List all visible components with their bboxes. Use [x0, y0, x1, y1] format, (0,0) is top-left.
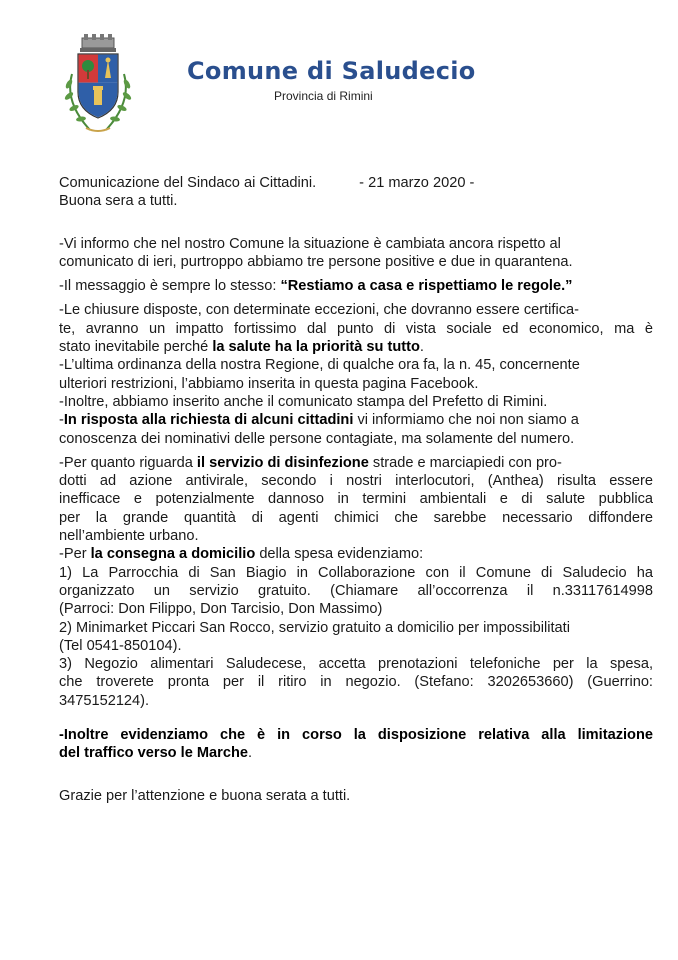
paragraph-line: dotti ad azione antivirale, secondo i nostri interlocutori, (Anthea) risulta essere [59, 473, 653, 490]
paragraph-line: -L’ultima ordinanza della nostra Regione, di qualche ora fa, la n. 45, concernente [59, 357, 580, 374]
closing-line: Grazie per l’attenzione e buona serata a tutti. [59, 787, 351, 804]
paragraph-line: inefficace e potenzialmente dannoso in termini ambientali e di salute pubblica [59, 491, 653, 508]
paragraph-line: -Vi informo che nel nostro Comune la situazione è cambiata ancora rispetto al [59, 235, 561, 252]
paragraph-line: -Inoltre, abbiamo inserito anche il comunicato stampa del Prefetto di Rimini. [59, 393, 548, 410]
paragraph-line: -In risposta alla richiesta di alcuni cittadini vi informiamo che noi non siamo a [59, 412, 579, 429]
greeting: Buona sera a tutti. [59, 193, 178, 210]
municipal-crest-icon [56, 34, 140, 138]
list-item: 1) La Parrocchia di San Biagio in Collaborazione con il Comune di Saludecio ha [59, 564, 653, 581]
heading-line [59, 174, 653, 192]
paragraph-line: per la grande quantità di agenti chimici che sarebbe necessario diffondere [59, 509, 653, 526]
paragraph-line: -Inoltre evidenziamo che è in corso la disposizione relativa alla limitazione [59, 727, 653, 744]
paragraph-line: -Le chiusure disposte, con determinate eccezioni, che dovranno essere certifica- [59, 302, 579, 319]
list-item: 3475152124). [59, 692, 150, 709]
list-item: organizzato un servizio gratuito. (Chiamare all’occorrenza il n.33117614998 [59, 582, 653, 599]
province-subtitle: Provincia di Rimini [274, 89, 373, 103]
paragraph-line: -Il messaggio è sempre lo stesso: “Restiamo a casa e rispettiamo le regole.” [59, 278, 573, 295]
paragraph-line: -Per quanto riguarda il servizio di disinfezione strade e marciapiedi con pro- [59, 454, 562, 471]
paragraph-line: del traffico verso le Marche. [59, 745, 253, 762]
municipality-title: Comune di Saludecio [187, 57, 476, 85]
list-item: (Parroci: Don Filippo, Don Tarcisio, Don Massimo) [59, 601, 383, 618]
paragraph-line: comunicato di ieri, purtroppo abbiamo tre persone positive e due in quarantena. [59, 253, 573, 270]
announcement-date: - 21 marzo 2020 - [359, 175, 475, 191]
announcement-body [59, 174, 653, 805]
list-item: (Tel 0541-850104). [59, 637, 182, 654]
list-item: 2) Minimarket Piccari San Rocco, servizio gratuito a domicilio per impossibilitati [59, 619, 570, 636]
paragraph-line: nell’ambiente urbano. [59, 528, 199, 545]
list-item: che troverete pronta per il ritiro in negozio. (Stefano: 3202653660) (Guerrino: [59, 674, 653, 691]
paragraph-line: conoscenza dei nominativi delle persone contagiate, ma solamente del numero. [59, 430, 575, 447]
paragraph-line: -Per la consegna a domicilio della spesa evidenziamo: [59, 546, 424, 563]
paragraph-line: stato inevitabile perché la salute ha la priorità su tutto. [59, 339, 424, 356]
paragraph-line: ulteriori restrizioni, l’abbiamo inserita in questa pagina Facebook. [59, 375, 479, 392]
list-item: 3) Negozio alimentari Saludecese, accetta prenotazioni telefoniche per la spesa, [59, 656, 653, 673]
announcement-heading: Comunicazione del Sindaco ai Cittadini. [59, 175, 317, 191]
key-message: “Restiamo a casa e rispettiamo le regole.” [280, 278, 573, 295]
paragraph-line: te, avranno un impatto fortissimo dal punto di vista sociale ed economico, ma è [59, 320, 653, 337]
